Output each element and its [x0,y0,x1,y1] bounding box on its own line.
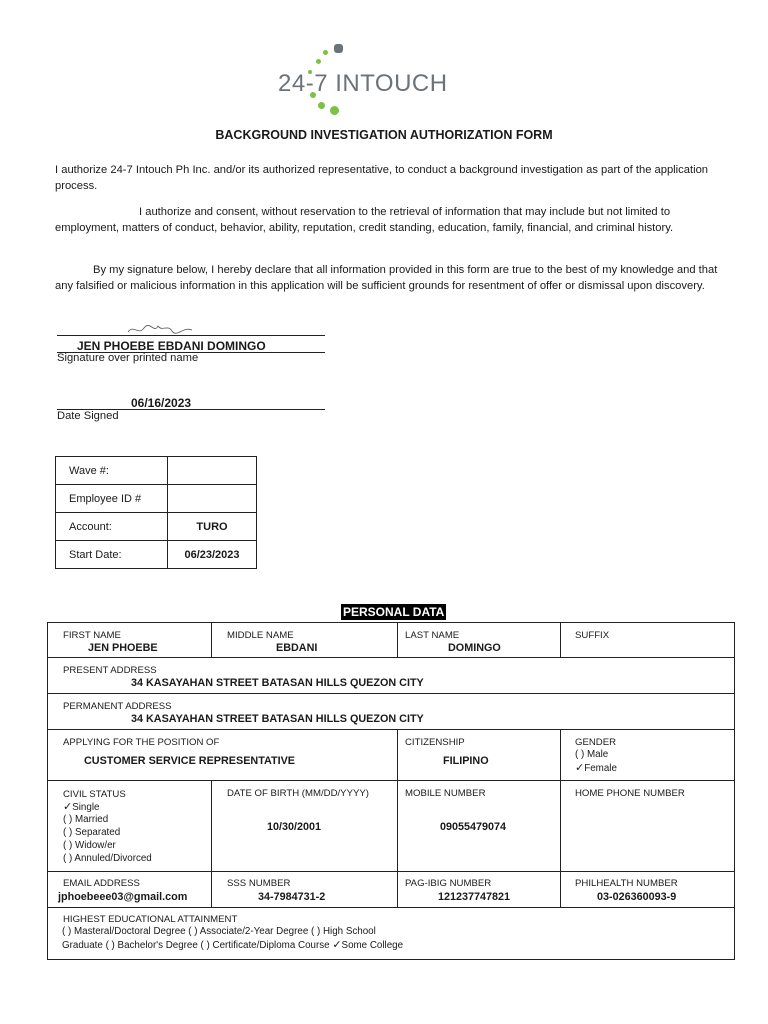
sss-value[interactable]: 34-7984731-2 [258,891,326,903]
first-name-label: FIRST NAME [63,630,121,641]
form-title: BACKGROUND INVESTIGATION AUTHORIZATION FORM [215,128,553,142]
table-row [56,513,257,541]
present-address-label: PRESENT ADDRESS [63,665,157,676]
citizenship-label: CITIZENSHIP [405,737,465,748]
logo-dot [316,59,321,64]
email-value[interactable]: jphoebeee03@gmail.com [58,891,188,903]
mobile-label: MOBILE NUMBER [405,788,486,799]
employee-id-label: Employee ID # [56,485,168,513]
dob-value[interactable]: 10/30/2001 [267,821,322,833]
date-signed-label: Date Signed [57,410,119,422]
gender-female-text: Female [584,763,617,774]
grid-line [211,780,212,907]
gender-label: GENDER [575,737,617,748]
position-label: APPLYING FOR THE POSITION OF [63,737,220,748]
grid-line [397,780,398,907]
suffix-label: SUFFIX [575,630,610,641]
permanent-address-value[interactable]: 34 KASAYAHAN STREET BATASAN HILLS QUEZON CITY [131,713,424,725]
middle-name-value[interactable]: EBDANI [276,642,318,654]
permanent-address-label: PERMANENT ADDRESS [63,701,172,712]
gender-option-male[interactable]: ( ) Male [575,749,609,760]
signature-line [57,335,325,336]
checkmark-icon: ✓ [332,938,342,951]
employee-id-value[interactable] [168,485,257,513]
gender-option-female[interactable] [575,762,617,776]
last-name-label: LAST NAME [405,630,460,641]
civil-status-separated[interactable]: ( ) Separated [63,827,121,838]
logo-dot [323,50,328,55]
table-row [56,457,257,485]
date-signed-value: 06/16/2023 [131,396,192,410]
start-date-value[interactable]: 06/23/2023 [168,541,257,569]
civil-status-widow[interactable]: ( ) Widow/er [63,840,116,851]
logo-dot [334,44,343,53]
table-row [56,541,257,569]
email-label: EMAIL ADDRESS [63,878,140,889]
civil-single-text: Single [72,802,100,813]
employment-info-table [55,456,257,569]
paragraph-2: I authorize and consent, without reservation to the retrieval of information that may include but not limited to employment, matters of conduct, behavior, ability, reputation, credit standing, education, family, financial, and criminal history. [55,206,674,234]
grid-line [48,871,734,872]
last-name-value[interactable]: DOMINGO [448,642,501,654]
grid-line [48,657,734,658]
education-options[interactable] [62,926,452,953]
grid-line [48,729,734,730]
civil-status-label: CIVIL STATUS [63,789,126,800]
grid-line [560,623,561,657]
wave-value[interactable] [168,457,257,485]
first-name-value[interactable]: JEN PHOEBE [88,642,158,654]
philhealth-label: PHILHEALTH NUMBER [575,878,678,889]
home-phone-label: HOME PHONE NUMBER [575,788,685,799]
education-label: HIGHEST EDUCATIONAL ATTAINMENT [63,914,238,925]
checkmark-icon: ✓ [575,762,585,774]
position-value[interactable]: CUSTOMER SERVICE REPRESENTATIVE [84,755,295,767]
grid-line [397,729,398,780]
philhealth-value[interactable]: 03-026360093-9 [597,891,677,903]
paragraph-3: By my signature below, I hereby declare that all information provided in this form are true to the best of my knowledge and that any falsified or malicious information in this application will be sufficient grounds for resentment of offer or dismissal upon discovery. [55,264,718,292]
grid-line [397,623,398,657]
civil-status-married[interactable]: ( ) Married [63,814,109,825]
grid-line [48,907,734,908]
education-line-2-text: Graduate ( ) Bachelor's Degree ( ) Certificate/Diploma Course [62,939,330,951]
grid-line [211,623,212,657]
account-label: Account: [56,513,168,541]
grid-line [48,693,734,694]
printed-name: JEN PHOEBE EBDANI DOMINGO [77,339,266,353]
checkmark-icon: ✓ [63,801,73,813]
table-row [56,485,257,513]
civil-status-annuled[interactable]: ( ) Annuled/Divorced [63,853,152,864]
pagibig-label: PAG-IBIG NUMBER [405,878,492,889]
sss-label: SSS NUMBER [227,878,291,889]
logo-dot [330,106,339,115]
pagibig-value[interactable]: 121237747821 [438,891,511,903]
citizenship-value[interactable]: FILIPINO [443,755,489,767]
signature-label: Signature over printed name [57,352,199,364]
education-line-1: ( ) Masteral/Doctoral Degree ( ) Associate/2-Year Degree ( ) High School [62,926,376,937]
wave-label: Wave #: [56,457,168,485]
logo-dot [318,102,325,109]
mobile-value[interactable]: 09055479074 [440,821,507,833]
account-value[interactable]: TURO [168,513,257,541]
education-checked-text: Some College [341,939,404,951]
grid-line [560,729,561,780]
dob-label: DATE OF BIRTH (MM/DD/YYYY) [227,788,369,799]
company-logo [278,40,498,120]
education-line-2 [62,939,452,953]
grid-line [48,780,734,781]
civil-status-single[interactable] [63,801,99,815]
logo-text: 24-7 INTOUCH [278,70,448,97]
start-date-label: Start Date: [56,541,168,569]
present-address-value[interactable]: 34 KASAYAHAN STREET BATASAN HILLS QUEZON CITY [131,677,424,689]
personal-data-heading: PERSONAL DATA [343,605,445,619]
middle-name-label: MIDDLE NAME [227,630,294,641]
grid-line [560,780,561,907]
personal-data-grid [47,622,735,960]
paragraph-1: I authorize 24-7 Intouch Ph Inc. and/or its authorized representative, to conduct a background investigation as part of the application process. [55,164,709,192]
